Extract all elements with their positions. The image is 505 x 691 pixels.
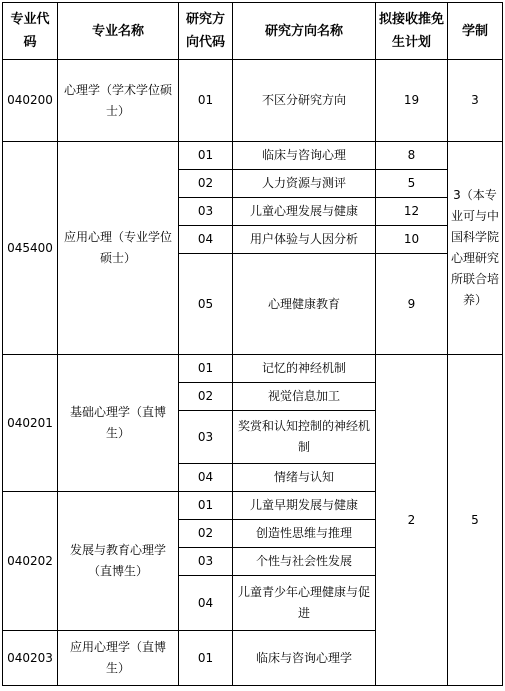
direction-name: 儿童青少年心理健康与促进 <box>233 576 376 631</box>
doctoral-study-years: 5 <box>448 355 503 686</box>
major-code: 040202 <box>3 492 58 631</box>
doctoral-plan-count: 2 <box>376 355 448 686</box>
direction-name: 临床与咨询心理学 <box>233 631 376 686</box>
header-major-code: 专业代码 <box>3 3 58 60</box>
direction-name: 用户体验与人因分析 <box>233 226 376 254</box>
direction-code: 03 <box>179 198 233 226</box>
table-row <box>3 60 503 142</box>
plan-count: 8 <box>376 142 448 170</box>
study-years: 3（本专业可与中国科学院心理研究所联合培养） <box>448 142 503 355</box>
major-code: 045400 <box>3 142 58 355</box>
direction-name: 视觉信息加工 <box>233 383 376 411</box>
direction-code: 01 <box>179 60 233 142</box>
direction-code: 01 <box>179 492 233 520</box>
direction-name: 情绪与认知 <box>233 464 376 492</box>
direction-code: 02 <box>179 170 233 198</box>
plan-count: 19 <box>376 60 448 142</box>
direction-code: 01 <box>179 631 233 686</box>
direction-name: 记忆的神经机制 <box>233 355 376 383</box>
direction-code: 02 <box>179 520 233 548</box>
direction-name: 人力资源与测评 <box>233 170 376 198</box>
major-name: 心理学（学术学位硕士） <box>58 60 179 142</box>
direction-name: 儿童早期发展与健康 <box>233 492 376 520</box>
table-row <box>3 142 503 170</box>
direction-code: 04 <box>179 464 233 492</box>
direction-code: 04 <box>179 576 233 631</box>
direction-code: 03 <box>179 548 233 576</box>
major-name: 发展与教育心理学（直博生） <box>58 492 179 631</box>
direction-name: 临床与咨询心理 <box>233 142 376 170</box>
header-row <box>3 3 503 60</box>
direction-name: 奖赏和认知控制的神经机制 <box>233 411 376 464</box>
header-major-name: 专业名称 <box>58 3 179 60</box>
direction-code: 04 <box>179 226 233 254</box>
major-code: 040201 <box>3 355 58 492</box>
direction-code: 01 <box>179 355 233 383</box>
major-name: 应用心理（专业学位硕士） <box>58 142 179 355</box>
plan-count: 5 <box>376 170 448 198</box>
direction-code: 05 <box>179 254 233 355</box>
direction-name: 心理健康教育 <box>233 254 376 355</box>
header-years: 学制 <box>448 3 503 60</box>
direction-name: 创造性思维与推理 <box>233 520 376 548</box>
plan-count: 12 <box>376 198 448 226</box>
direction-code: 03 <box>179 411 233 464</box>
direction-code: 02 <box>179 383 233 411</box>
admission-plan-table <box>2 2 503 686</box>
major-name: 基础心理学（直博生） <box>58 355 179 492</box>
plan-count: 9 <box>376 254 448 355</box>
direction-name: 不区分研究方向 <box>233 60 376 142</box>
plan-count: 10 <box>376 226 448 254</box>
direction-code: 01 <box>179 142 233 170</box>
header-direction-code: 研究方向代码 <box>179 3 233 60</box>
header-direction-name: 研究方向名称 <box>233 3 376 60</box>
direction-name: 儿童心理发展与健康 <box>233 198 376 226</box>
major-name: 应用心理学（直博生） <box>58 631 179 686</box>
table-row <box>3 355 503 383</box>
major-code: 040200 <box>3 60 58 142</box>
header-plan: 拟接收推免生计划 <box>376 3 448 60</box>
direction-name: 个性与社会性发展 <box>233 548 376 576</box>
major-code: 040203 <box>3 631 58 686</box>
study-years: 3 <box>448 60 503 142</box>
